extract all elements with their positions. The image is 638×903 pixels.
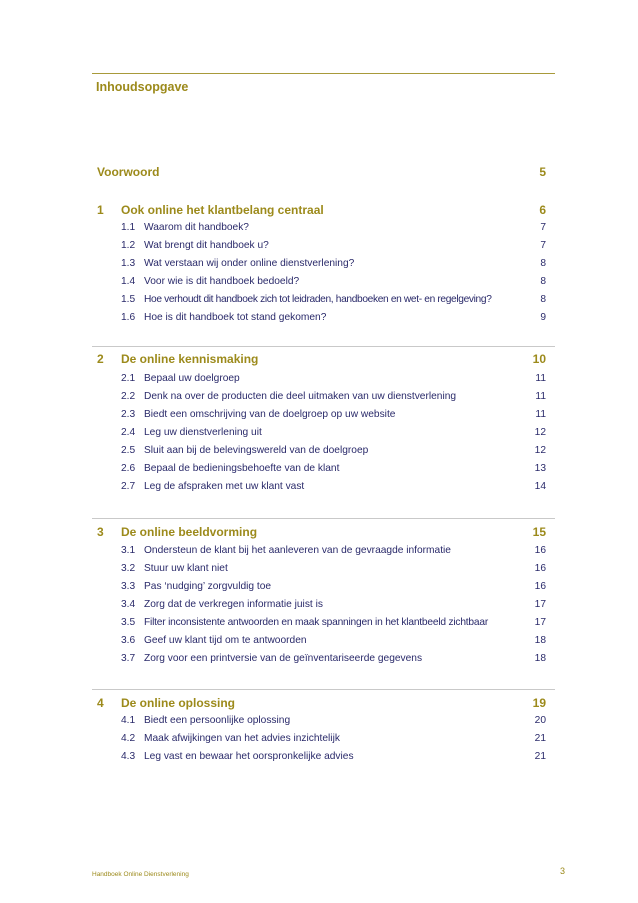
toc-item-page: 12 <box>534 427 546 438</box>
toc-item-number: 2.2 <box>121 391 136 402</box>
chapter-3-page: 15 <box>532 525 546 539</box>
toc-item-number: 2.1 <box>121 373 136 384</box>
toc-item-page: 16 <box>534 545 546 556</box>
chapter-2-page: 10 <box>532 352 546 366</box>
toc-item-number: 3.2 <box>121 563 136 574</box>
toc-item-page: 11 <box>535 409 546 420</box>
toc-item-title[interactable]: Waarom dit handboek? <box>144 222 249 233</box>
toc-item-page: 14 <box>534 481 546 492</box>
chapter-2-number: 2 <box>97 352 104 366</box>
toc-item-page: 7 <box>540 240 546 251</box>
toc-item-number: 2.4 <box>121 427 136 438</box>
toc-item-title[interactable]: Hoe verhoudt dit handboek zich tot leidraden, handboeken en wet- en regelgeving? <box>144 294 492 305</box>
chapter-3-number: 3 <box>97 525 104 539</box>
chapter-1-page: 6 <box>539 203 546 217</box>
toc-item-page: 18 <box>534 653 546 664</box>
toc-item-number: 1.6 <box>121 312 136 323</box>
chapter-4-page: 19 <box>532 696 546 710</box>
preface-page: 5 <box>539 165 546 179</box>
toc-item-page: 17 <box>534 599 546 610</box>
toc-item-page: 21 <box>534 751 546 762</box>
toc-item-page: 21 <box>534 733 546 744</box>
chapter-3-title[interactable]: De online beeldvorming <box>121 525 258 539</box>
toc-item-page: 7 <box>540 222 546 233</box>
section-divider <box>92 689 555 690</box>
page-title: Inhoudsopgave <box>96 80 189 94</box>
toc-item-title[interactable]: Leg de afspraken met uw klant vast <box>144 481 305 492</box>
toc-item-title[interactable]: Filter inconsistente antwoorden en maak spanningen in het klantbeeld zichtbaar <box>144 617 489 628</box>
chapter-4-number: 4 <box>97 696 104 710</box>
toc-item-title[interactable]: Stuur uw klant niet <box>144 563 228 574</box>
toc-item-number: 4.3 <box>121 751 136 762</box>
page-number: 3 <box>559 866 565 876</box>
toc-item-number: 4.2 <box>121 733 136 744</box>
toc-item-title[interactable]: Biedt een omschrijving van de doelgroep op uw website <box>144 409 396 420</box>
toc-item-page: 18 <box>534 635 546 646</box>
toc-item-page: 16 <box>534 563 546 574</box>
toc-item-page: 13 <box>534 463 546 474</box>
toc-item-title[interactable]: Zorg dat de verkregen informatie juist is <box>144 599 323 610</box>
toc-item-page: 8 <box>540 276 546 287</box>
top-rule <box>92 73 555 74</box>
toc-item-number: 2.3 <box>121 409 136 420</box>
toc-item-page: 11 <box>535 373 546 384</box>
toc-item-title[interactable]: Zorg voor een printversie van de geïnventariseerde gegevens <box>144 653 423 664</box>
chapter-2-title[interactable]: De online kennismaking <box>121 352 259 366</box>
toc-item-title[interactable]: Biedt een persoonlijke oplossing <box>144 715 291 726</box>
toc-item-page: 17 <box>534 617 546 628</box>
toc-item-page: 12 <box>534 445 546 456</box>
toc-item-title[interactable]: Voor wie is dit handboek bedoeld? <box>144 276 300 287</box>
toc-item-number: 3.6 <box>121 635 136 646</box>
chapter-1-title[interactable]: Ook online het klantbelang centraal <box>121 203 324 217</box>
toc-item-title[interactable]: Hoe is dit handboek tot stand gekomen? <box>144 312 327 323</box>
toc-item-title[interactable]: Leg uw dienstverlening uit <box>144 427 262 438</box>
toc-item-title[interactable]: Bepaal uw doelgroep <box>144 373 240 384</box>
toc-item-page: 20 <box>534 715 546 726</box>
toc-item-number: 1.1 <box>121 222 136 233</box>
toc-item-number: 2.6 <box>121 463 136 474</box>
toc-item-page: 16 <box>534 581 546 592</box>
toc-item-page: 9 <box>540 312 546 323</box>
toc-item-number: 2.7 <box>121 481 136 492</box>
footer-document-title: Handboek Online Dienstverlening <box>92 871 189 878</box>
toc-item-title[interactable]: Sluit aan bij de belevingswereld van de doelgroep <box>144 445 369 456</box>
toc-item-title[interactable]: Ondersteun de klant bij het aanleveren van de gevraagde informatie <box>144 545 451 556</box>
toc-item-number: 1.3 <box>121 258 136 269</box>
toc-item-title[interactable]: Leg vast en bewaar het oorspronkelijke advies <box>144 751 354 762</box>
toc-item-title[interactable]: Pas ‘nudging’ zorgvuldig toe <box>144 581 272 592</box>
toc-item-number: 3.4 <box>121 599 136 610</box>
toc-item-title[interactable]: Maak afwijkingen van het advies inzichtelijk <box>144 733 340 744</box>
toc-item-title[interactable]: Geef uw klant tijd om te antwoorden <box>144 635 307 646</box>
toc-item-title[interactable]: Wat verstaan wij onder online dienstverlening? <box>144 258 355 269</box>
toc-item-number: 1.4 <box>121 276 136 287</box>
toc-item-title[interactable]: Bepaal de bedieningsbehoefte van de klant <box>144 463 340 474</box>
preface-label[interactable]: Voorwoord <box>97 165 160 179</box>
chapter-1-number: 1 <box>97 203 104 217</box>
section-divider <box>92 518 555 519</box>
toc-item-page: 8 <box>540 258 546 269</box>
toc-item-number: 4.1 <box>121 715 136 726</box>
toc-item-page: 8 <box>540 294 546 305</box>
toc-item-number: 3.1 <box>121 545 136 556</box>
toc-item-number: 3.3 <box>121 581 136 592</box>
toc-item-number: 3.7 <box>121 653 136 664</box>
section-divider <box>92 346 555 347</box>
toc-item-number: 1.5 <box>121 294 136 305</box>
toc-item-number: 1.2 <box>121 240 136 251</box>
toc-item-number: 3.5 <box>121 617 136 628</box>
toc-item-page: 11 <box>535 391 546 402</box>
toc-item-title[interactable]: Wat brengt dit handboek u? <box>144 240 269 251</box>
chapter-4-title[interactable]: De online oplossing <box>121 696 236 710</box>
toc-item-title[interactable]: Denk na over de producten die deel uitmaken van uw dienstverlening <box>144 391 457 402</box>
toc-item-number: 2.5 <box>121 445 136 456</box>
